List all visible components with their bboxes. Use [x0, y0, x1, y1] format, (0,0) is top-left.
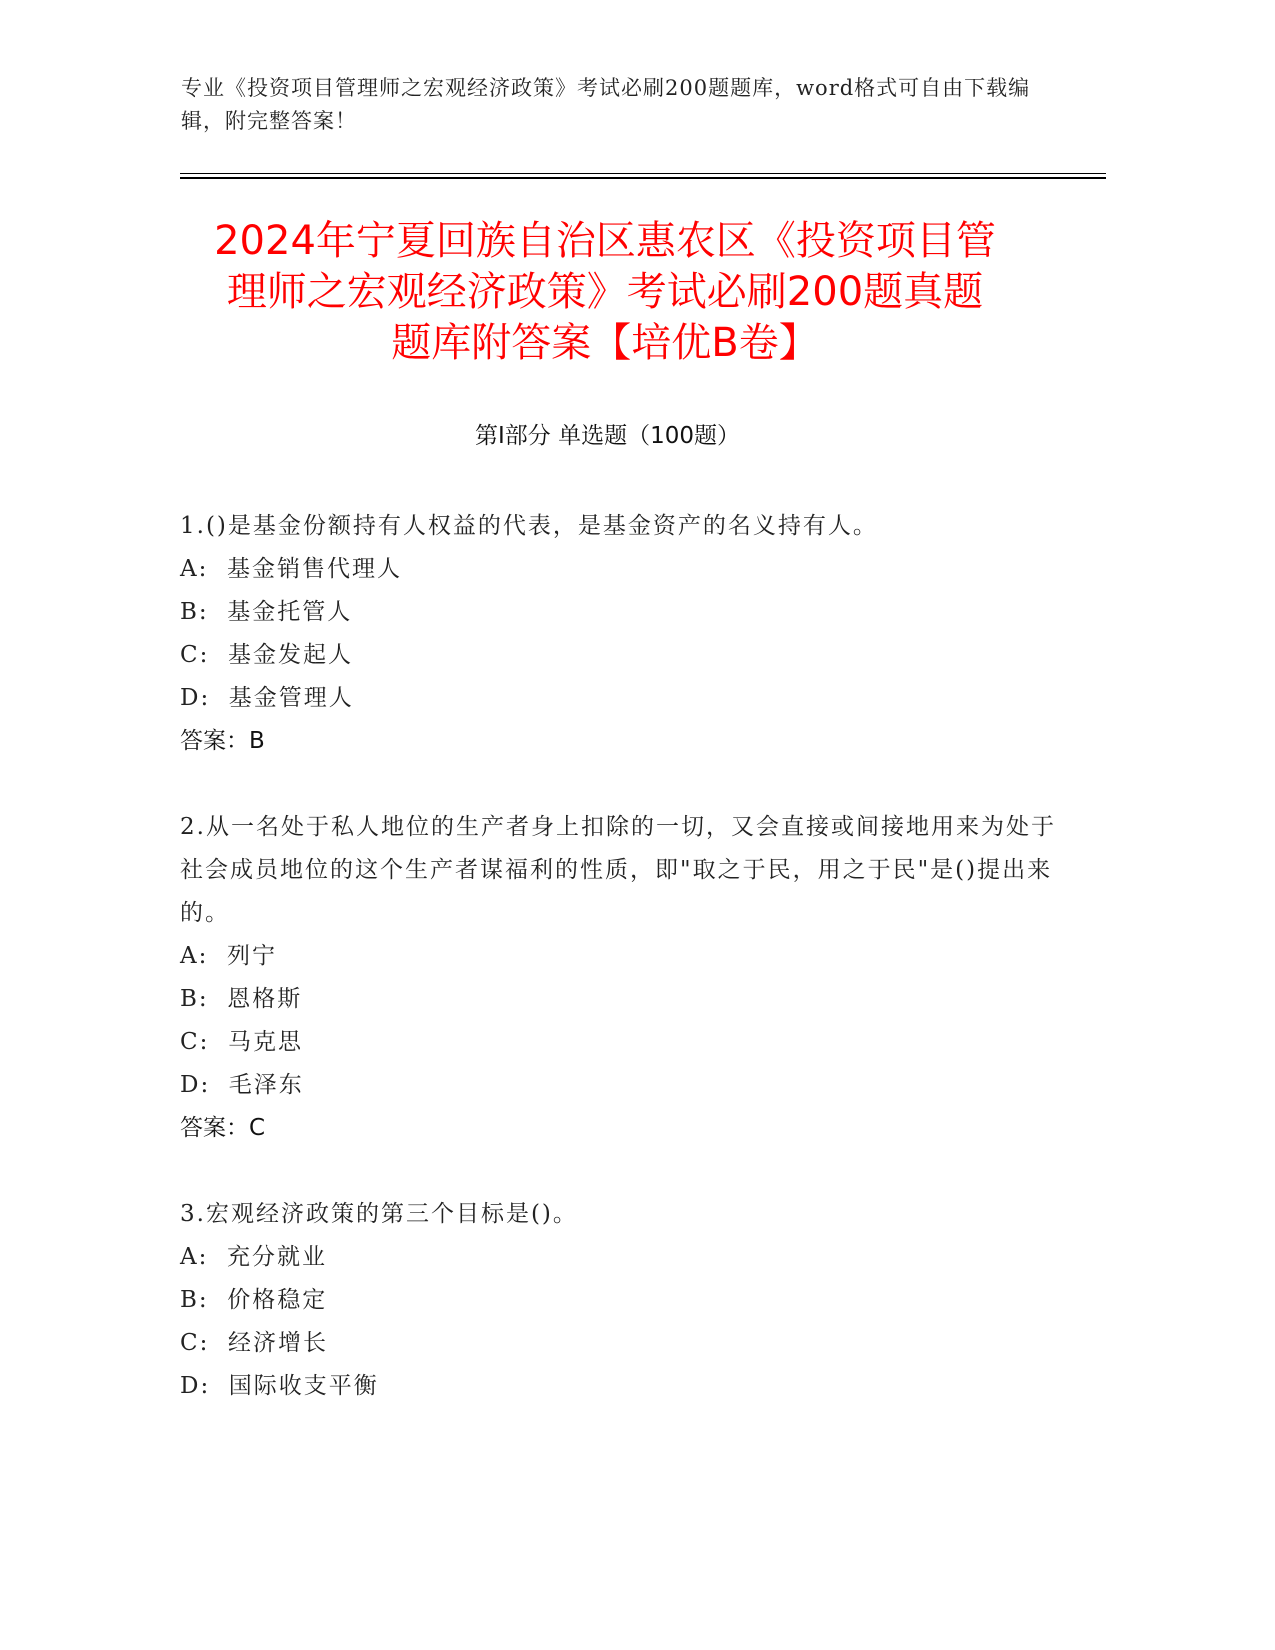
header-note: 专业《投资项目管理师之宏观经济政策》考试必刷200题题库，word格式可自由下载编辑，附完整答案！: [181, 76, 1031, 133]
title-line-2: 理师之宏观经济政策》考试必刷200题真题: [226, 269, 984, 315]
option-d: D: 毛泽东: [180, 1072, 304, 1098]
option-c: C: 经济增长: [180, 1330, 328, 1356]
answer: 答案：B: [180, 728, 265, 754]
answer: 答案：C: [180, 1115, 266, 1141]
question-stem: 2.从一名处于私人地位的生产者身上扣除的一切，又会直接或间接地用来为处于社会成员地位的这个生产者谋福利的性质，即"取之于民，用之于民"是()提出来的。: [180, 814, 1056, 926]
title-line-1: 2024年宁夏回族自治区惠农区《投资项目管: [214, 218, 996, 264]
title-line-3: 题库附答案【培优B卷】: [391, 320, 819, 366]
option-c: C: 马克思: [180, 1029, 303, 1055]
option-d: D: 国际收支平衡: [180, 1373, 379, 1399]
question-1: [180, 505, 1060, 763]
header-rule-thin: [180, 173, 1106, 174]
option-b: B: 价格稳定: [180, 1287, 328, 1313]
option-a: A: 基金销售代理人: [180, 556, 402, 582]
question-3: [180, 1193, 1060, 1408]
option-b: B: 基金托管人: [180, 599, 353, 625]
option-a: A: 列宁: [180, 943, 277, 969]
option-d: D: 基金管理人: [180, 685, 354, 711]
document-title: [170, 216, 1040, 369]
question-stem: 3.宏观经济政策的第三个目标是()。: [180, 1201, 578, 1227]
option-a: A: 充分就业: [180, 1244, 327, 1270]
option-b: B: 恩格斯: [180, 986, 303, 1012]
question-stem: 1.()是基金份额持有人权益的代表，是基金资产的名义持有人。: [180, 513, 878, 539]
question-2: [180, 806, 1060, 1150]
header-rule-thick: [180, 177, 1106, 179]
question-list: [180, 505, 1060, 1451]
option-c: C: 基金发起人: [180, 642, 353, 668]
section-heading: 第Ⅰ部分 单选题（100题）: [475, 423, 740, 449]
